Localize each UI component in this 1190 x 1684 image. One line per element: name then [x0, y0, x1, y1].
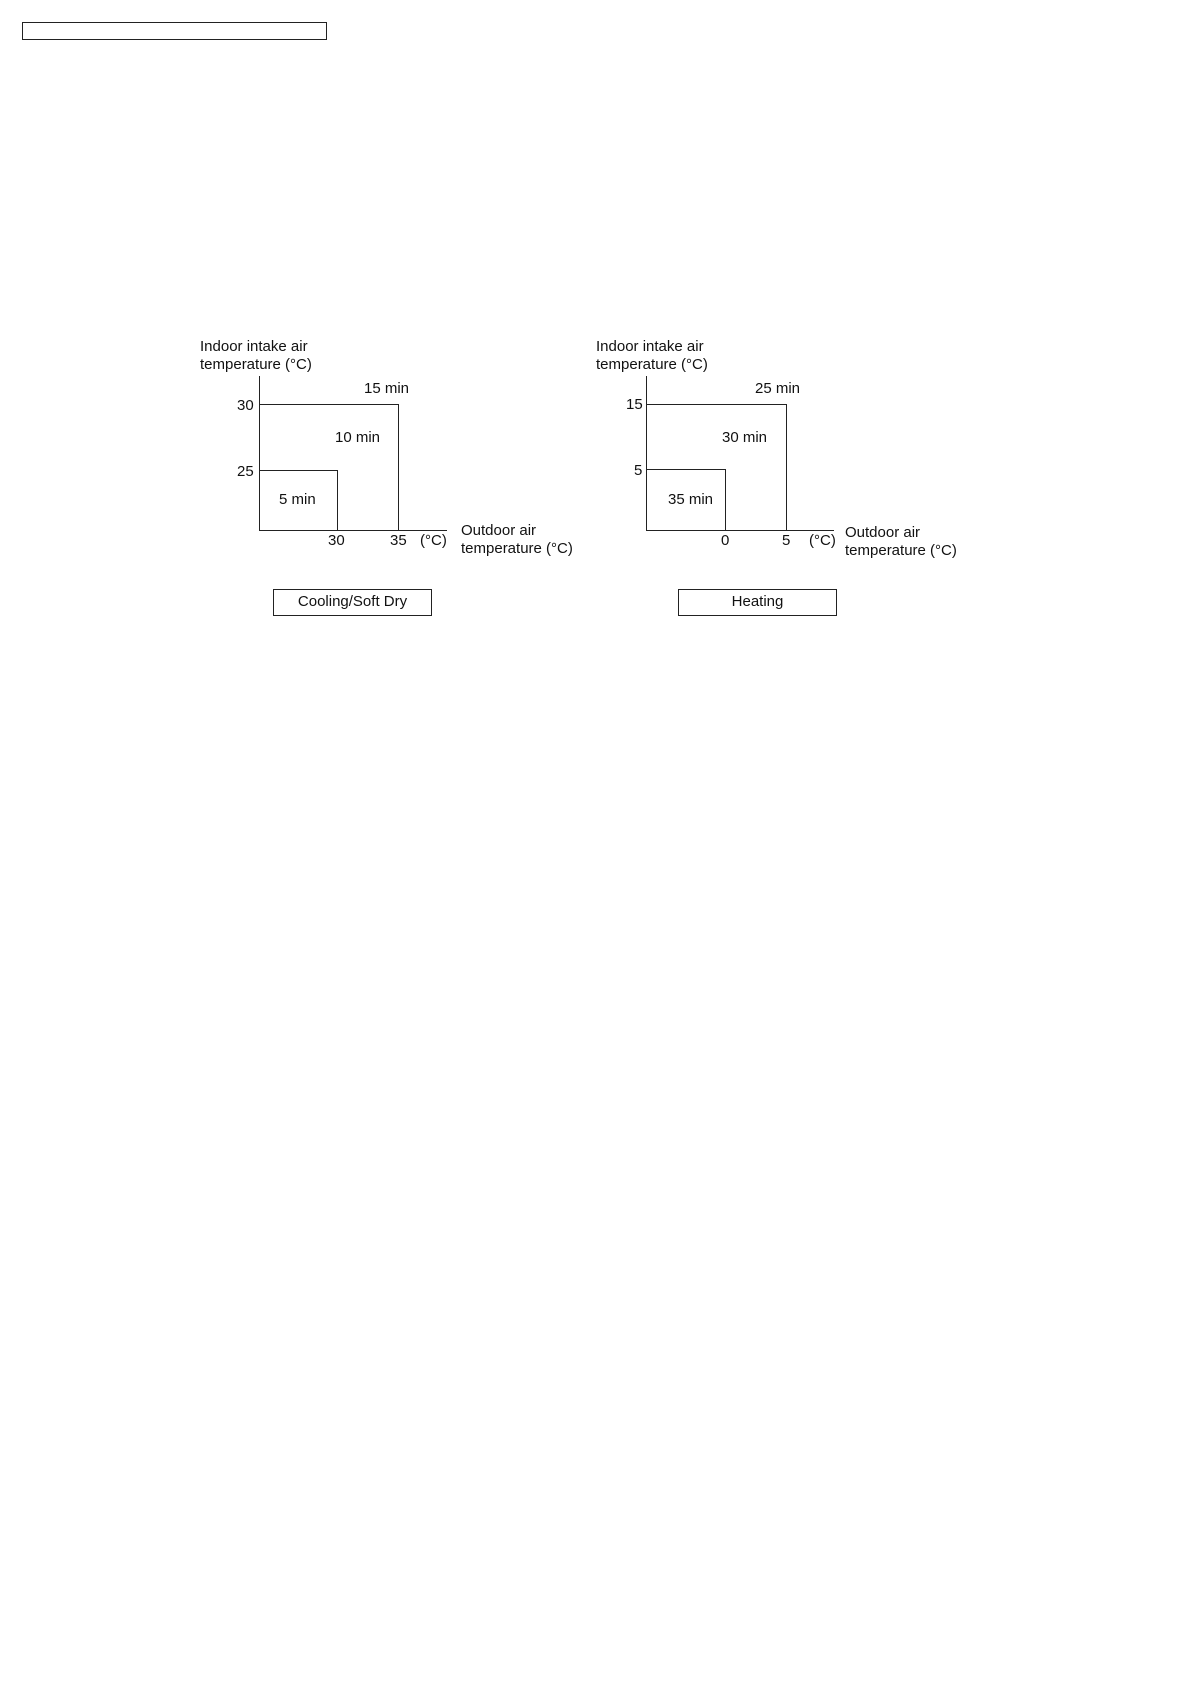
x-tick: 35 [390, 532, 407, 549]
x-axis-label-line2: temperature (°C) [845, 542, 957, 559]
y-axis-label-line2: temperature (°C) [200, 356, 312, 373]
x-unit: (°C) [809, 532, 836, 549]
region-label: 10 min [335, 429, 381, 446]
x-unit: (°C) [420, 532, 447, 549]
y-axis-label-line1: Indoor intake air [596, 338, 704, 355]
region-label: 15 min [364, 380, 410, 397]
mode-label-box: Heating [678, 589, 837, 616]
y-tick: 5 [634, 462, 643, 479]
region-label: 5 min [279, 491, 316, 508]
y-axis-label-line1: Indoor intake air [200, 338, 308, 355]
header-box [22, 22, 327, 40]
y-axis-label-line2: temperature (°C) [596, 356, 708, 373]
region-label: 30 min [722, 429, 768, 446]
y-tick: 30 [237, 397, 254, 414]
x-axis-label-line1: Outdoor air [845, 524, 921, 541]
y-tick: 15 [626, 396, 643, 413]
x-tick: 5 [782, 532, 791, 549]
x-tick: 30 [328, 532, 345, 549]
x-axis-label-line2: temperature (°C) [461, 540, 573, 557]
mode-label-box: Cooling/Soft Dry [273, 589, 432, 616]
region-label: 35 min [668, 491, 714, 508]
y-tick: 25 [237, 463, 254, 480]
region-label: 25 min [755, 380, 801, 397]
x-tick: 0 [721, 532, 730, 549]
x-axis-label-line1: Outdoor air [461, 522, 537, 539]
